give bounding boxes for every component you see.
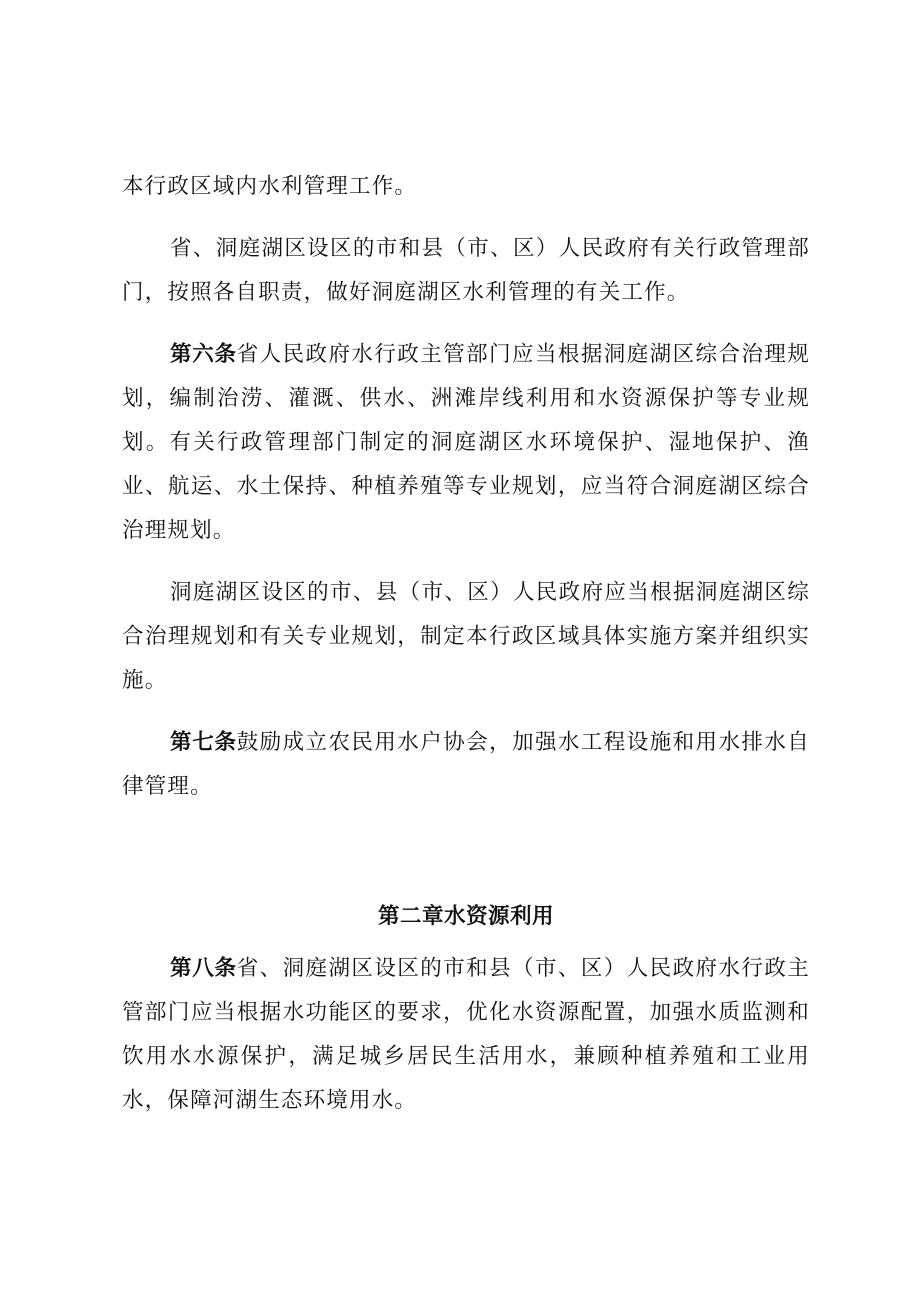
paragraph-text: 洞庭湖区设区的市、县（市、区）人民政府应当根据洞庭湖区综合治理规划和有关专业规划，制定本行政区域具体实施方案并组织实施。	[122, 580, 810, 693]
paragraph-text: 省、洞庭湖区设区的市和县（市、区）人民政府有关行政管理部门，按照各自职责，做好洞庭湖区水利管理的有关工作。	[122, 236, 810, 305]
article-text: 省、洞庭湖区设区的市和县（市、区）人民政府水行政主管部门应当根据水功能区的要求，优化水资源配置，加强水质监测和饮用水水源保护，满足城乡居民生活用水，兼顾种植养殖和工业用水，保障河湖生态环境用水。	[122, 956, 810, 1113]
article-text: 省人民政府水行政主管部门应当根据洞庭湖区综合治理规划，编制治涝、灌溉、供水、洲滩岸线利用和水资源保护等专业规划。有关行政管理部门制定的洞庭湖区水环境保护、湿地保护、渔业、航运、水土保持、种植养殖等专业规划，应当符合洞庭湖区综合治理规划。	[122, 342, 810, 543]
article-text: 鼓励成立农民用水户协会，加强水工程设施和用水排水自律管理。	[122, 730, 810, 799]
article-6	[122, 333, 810, 553]
paragraph-text: 本行政区域内水利管理工作。	[122, 174, 418, 199]
paragraph-continuation	[122, 165, 810, 209]
article-7	[122, 721, 810, 809]
chapter-title: 第二章水资源利用	[377, 904, 554, 929]
paragraph-implementation	[122, 571, 810, 703]
article-label: 第八条	[170, 956, 237, 981]
document-page	[122, 165, 810, 1123]
article-8	[122, 947, 810, 1123]
article-label: 第六条	[170, 342, 237, 367]
paragraph-departments	[122, 227, 810, 315]
article-label: 第七条	[170, 730, 237, 755]
